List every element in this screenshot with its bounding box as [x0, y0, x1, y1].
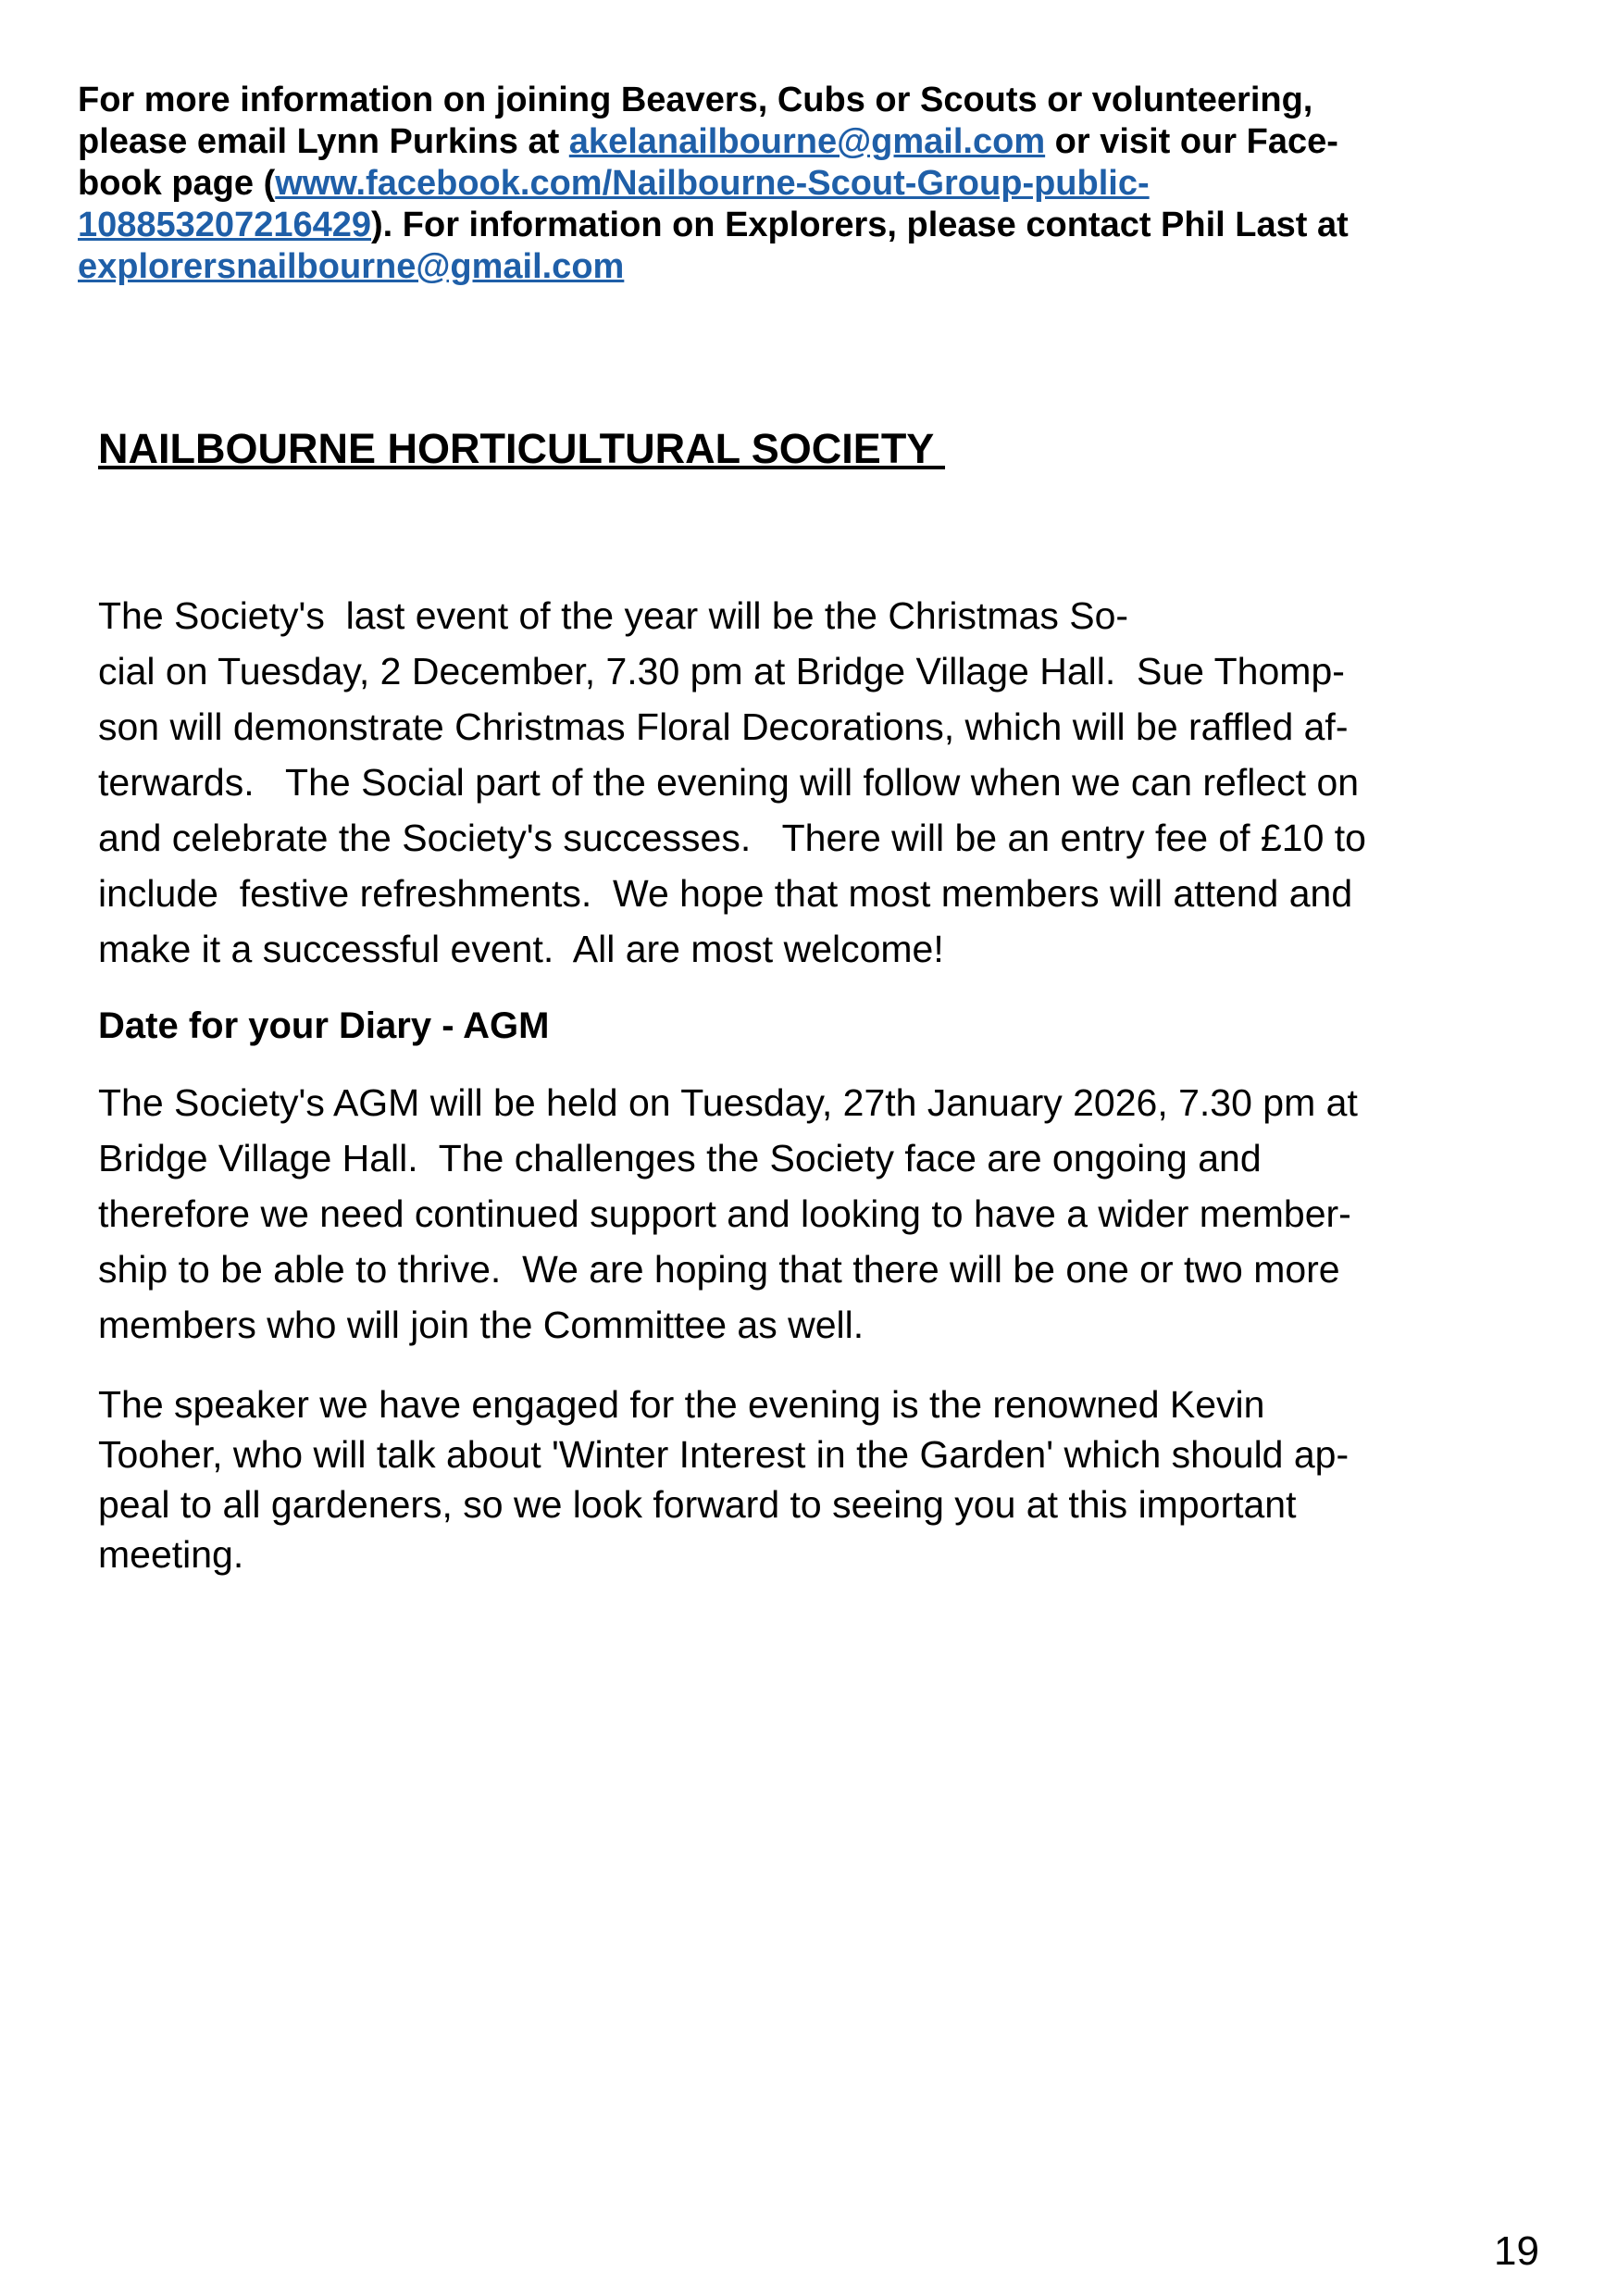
paragraph-line: The Society's last event of the year will be the Christmas So- [98, 594, 1129, 637]
christmas-social-paragraph [98, 588, 1570, 977]
contact-line-1: For more information on joining Beavers, Cubs or Scouts or volunteering, [78, 81, 1313, 119]
akela-email-link[interactable]: akelanailbourne@gmail.com [568, 122, 1046, 161]
paragraph-line: make it a successful event. All are most welcome! [98, 928, 944, 970]
paragraph-line: The speaker we have engaged for the evening is the renowned Kevin [98, 1383, 1265, 1426]
contact-line-2-prefix: please email Lynn Purkins at [78, 122, 569, 161]
paragraph-line: and celebrate the Society's successes. There will be an entry fee of £10 to [98, 817, 1366, 859]
contact-line-2 [78, 121, 1522, 163]
paragraph-line: The Society's AGM will be held on Tuesday, 27th January 2026, 7.30 pm at [98, 1081, 1358, 1124]
agm-paragraph [98, 1075, 1570, 1353]
society-title: NAILBOURNE HORTICULTURAL SOCIETY [98, 425, 946, 472]
scouts-contact-info [78, 80, 1522, 288]
paragraph-line: son will demonstrate Christmas Floral Decorations, which will be raffled af- [98, 705, 1349, 748]
facebook-link-part-2[interactable]: 108853207216429 [78, 206, 372, 244]
facebook-link-part-1[interactable]: www.facebook.com/Nailbourne-Scout-Group-public- [275, 164, 1150, 203]
speaker-paragraph [98, 1379, 1570, 1579]
explorers-email-link[interactable]: explorersnailbourne@gmail.com [78, 247, 625, 286]
paragraph-line: peal to all gardeners, so we look forward to seeing you at this important [98, 1483, 1297, 1526]
contact-line-5 [78, 246, 1522, 288]
paragraph-line: include festive refreshments. We hope that most members will attend and [98, 872, 1353, 915]
paragraph-line: ship to be able to thrive. We are hoping that there will be one or two more [98, 1248, 1340, 1291]
contact-line-3-prefix: book page ( [78, 164, 276, 203]
contact-line-4-suffix: ). For information on Explorers, please contact Phil Last at [371, 206, 1349, 244]
paragraph-line: meeting. [98, 1533, 244, 1576]
contact-line-4 [78, 205, 1522, 246]
paragraph-line: Tooher, who will talk about 'Winter Interest in the Garden' which should ap- [98, 1433, 1350, 1476]
diary-heading: Date for your Diary - AGM [98, 1005, 550, 1046]
paragraph-line: Bridge Village Hall. The challenges the Society face are ongoing and [98, 1137, 1262, 1179]
paragraph-line: therefore we need continued support and looking to have a wider member- [98, 1192, 1351, 1235]
paragraph-line: cial on Tuesday, 2 December, 7.30 pm at Bridge Village Hall. Sue Thomp- [98, 650, 1345, 693]
contact-line-2-suffix: or visit our Face- [1045, 122, 1338, 161]
contact-line-3 [78, 163, 1522, 205]
paragraph-line: members who will join the Committee as well. [98, 1304, 864, 1346]
page-number: 19 [1494, 2228, 1539, 2274]
paragraph-line: terwards. The Social part of the evening will follow when we can reflect on [98, 761, 1360, 804]
